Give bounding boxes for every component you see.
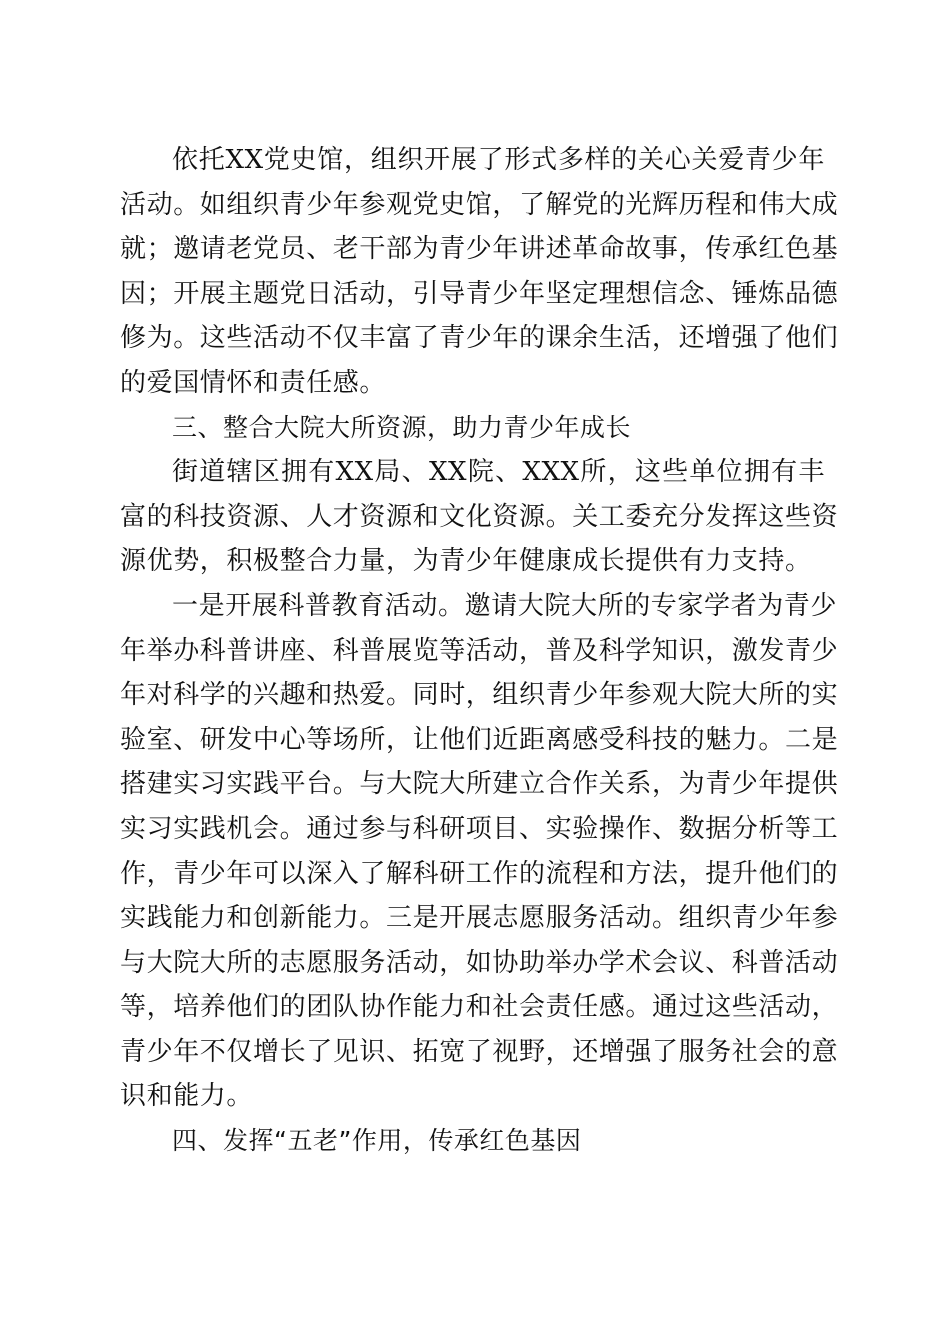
paragraph-line: 街道辖区拥有XX局、XX院、XXX所，这些单位拥有丰 — [172, 457, 825, 488]
paragraph-line: 实践能力和创新能力。三是开展志愿服务活动。组织青少年参 — [120, 903, 839, 934]
paragraph-line: 源优势，积极整合力量，为青少年健康成长提供有力支持。 — [120, 546, 812, 577]
paragraph-line: 与大院大所的志愿服务活动，如协助举办学术会议、科普活动 — [120, 947, 839, 978]
paragraph-line: 实习实践机会。通过参与科研项目、实验操作、数据分析等工 — [120, 813, 839, 844]
paragraph-line: 年举办科普讲座、科普展览等活动，普及科学知识，激发青少 — [120, 635, 839, 666]
paragraph-institute-resources — [120, 450, 839, 584]
paragraph-line: 搭建实习实践平台。与大院大所建立合作关系，为青少年提供 — [120, 769, 839, 800]
paragraph-line: 年对科学的兴趣和热爱。同时，组织青少年参观大院大所的实 — [120, 680, 839, 711]
paragraph-activities — [120, 584, 839, 1119]
paragraph-line: 验室、研发中心等场所，让他们近距离感受科技的魅力。二是 — [120, 724, 839, 755]
section-heading-3: 三、整合大院大所资源，助力青少年成长 — [172, 412, 632, 442]
paragraph-line: 修为。这些活动不仅丰富了青少年的课余生活，还增强了他们 — [120, 323, 839, 354]
paragraph-line: 就；邀请老党员、老干部为青少年讲述革命故事，传承红色基 — [120, 234, 839, 265]
paragraph-party-history-museum — [120, 138, 839, 406]
paragraph-line: 等，培养他们的团队协作能力和社会责任感。通过这些活动， — [120, 992, 839, 1023]
paragraph-line: 依托XX党史馆，组织开展了形式多样的关心关爱青少年 — [172, 145, 825, 175]
document-body — [120, 138, 839, 1164]
paragraph-line: 的爱国情怀和责任感。 — [120, 367, 387, 398]
paragraph-line: 识和能力。 — [120, 1081, 254, 1112]
section-heading-4: 四、发挥“五老”作用，传承红色基因 — [172, 1126, 582, 1156]
paragraph-line: 作，青少年可以深入了解科研工作的流程和方法，提升他们的 — [120, 858, 839, 889]
paragraph-line: 因；开展主题党日活动，引导青少年坚定理想信念、锤炼品德 — [120, 278, 839, 309]
paragraph-line: 活动。如组织青少年参观党史馆，了解党的光辉历程和伟大成 — [120, 189, 839, 220]
paragraph-line: 一是开展科普教育活动。邀请大院大所的专家学者为青少 — [172, 590, 838, 621]
paragraph-line: 青少年不仅增长了见识、拓宽了视野，还增强了服务社会的意 — [120, 1036, 839, 1067]
paragraph-line: 富的科技资源、人才资源和文化资源。关工委充分发挥这些资 — [120, 501, 839, 532]
